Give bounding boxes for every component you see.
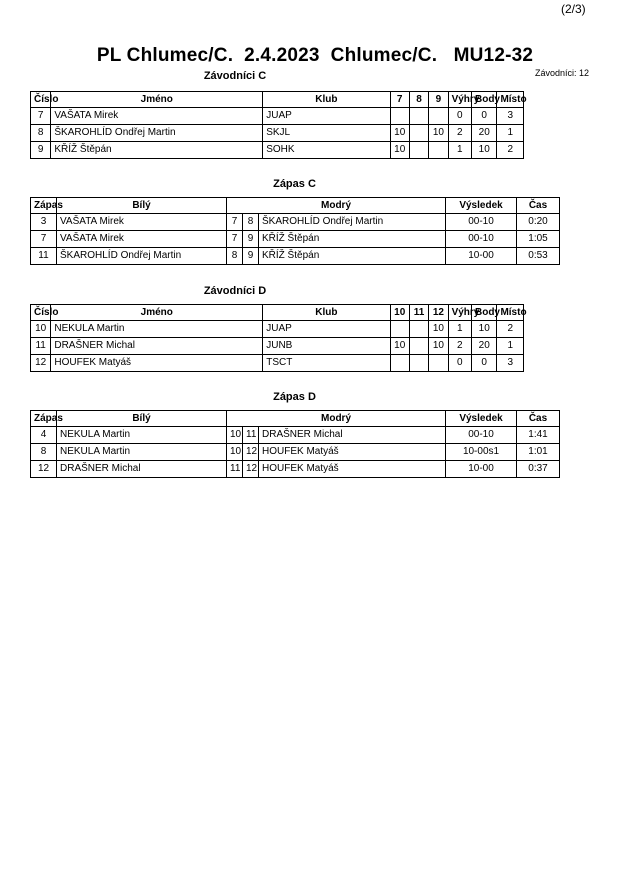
- column-header: Místo: [497, 92, 524, 108]
- table-cell: DRAŠNER Michal: [259, 427, 446, 444]
- table-cell: KŘÍŽ Štěpán: [259, 231, 446, 248]
- table-cell: 00-10: [446, 231, 517, 248]
- column-header: 10: [390, 305, 409, 321]
- table-cell: 4: [31, 427, 57, 444]
- table-cell: 8: [227, 248, 243, 265]
- table-cell: KŘÍŽ Štěpán: [259, 248, 446, 265]
- column-header: Číslo: [31, 305, 51, 321]
- table-cell: 9: [31, 142, 51, 159]
- table-cell: 7: [227, 214, 243, 231]
- table-cell: 8: [243, 214, 259, 231]
- header-row: [31, 198, 560, 214]
- table-cell: [429, 142, 448, 159]
- table-cell: 7: [31, 108, 51, 125]
- table-cell: [390, 108, 409, 125]
- column-header: Body: [471, 92, 496, 108]
- table-cell: [390, 321, 409, 338]
- column-header: Zápas: [31, 198, 57, 214]
- header-row: [31, 305, 524, 321]
- table-row: [31, 461, 560, 478]
- table-cell: 2: [497, 321, 524, 338]
- table-cell: TSCT: [263, 355, 390, 372]
- table-cell: 1: [497, 338, 524, 355]
- table-row: [31, 248, 560, 265]
- section-title-matches-c: Zápas C: [273, 178, 316, 190]
- table-cell: [409, 125, 428, 142]
- table-cell: 11: [227, 461, 243, 478]
- table-cell: [409, 321, 428, 338]
- table-cell: SKJL: [263, 125, 390, 142]
- column-header: Klub: [263, 92, 390, 108]
- table-cell: 8: [31, 444, 57, 461]
- column-header: Modrý: [227, 411, 446, 427]
- column-header: Výsledek: [446, 198, 517, 214]
- table-cell: 1: [448, 321, 471, 338]
- table-cell: 10: [471, 142, 496, 159]
- column-header: Modrý: [227, 198, 446, 214]
- header-row: [31, 92, 524, 108]
- table-cell: HOUFEK Matyáš: [259, 461, 446, 478]
- table-cell: 0:53: [517, 248, 560, 265]
- table-cell: 0: [471, 355, 496, 372]
- page-number: (2/3): [561, 2, 586, 16]
- table-row: [31, 321, 524, 338]
- column-header: Čas: [517, 411, 560, 427]
- table-cell: JUNB: [263, 338, 390, 355]
- table-cell: 3: [31, 214, 57, 231]
- table-cell: 10: [390, 338, 409, 355]
- table-cell: [390, 355, 409, 372]
- header-row: [31, 411, 560, 427]
- column-header: Jméno: [51, 305, 263, 321]
- table-cell: 12: [31, 461, 57, 478]
- table-cell: 10: [227, 427, 243, 444]
- table-cell: DRAŠNER Michal: [57, 461, 227, 478]
- column-header: 11: [409, 305, 428, 321]
- table-cell: JUAP: [263, 321, 390, 338]
- table-cell: 0: [448, 108, 471, 125]
- table-cell: 1: [497, 125, 524, 142]
- column-header: Místo: [497, 305, 524, 321]
- table-row: [31, 142, 524, 159]
- page-title: PL Chlumec/C. 2.4.2023 Chlumec/C. MU12-32: [96, 45, 534, 66]
- table-cell: 10: [429, 125, 448, 142]
- table-cell: NEKULA Martin: [57, 444, 227, 461]
- table-row: [31, 231, 560, 248]
- column-header: Klub: [263, 305, 390, 321]
- table-cell: 12: [243, 444, 259, 461]
- column-header: Body: [471, 305, 496, 321]
- table-cell: 10: [390, 142, 409, 159]
- table-cell: 10: [31, 321, 51, 338]
- column-header: 7: [390, 92, 409, 108]
- table-cell: 00-10: [446, 427, 517, 444]
- table-cell: VAŠATA Mirek: [57, 214, 227, 231]
- matches-c-table: [30, 197, 560, 265]
- table-cell: 20: [471, 338, 496, 355]
- column-header: 8: [409, 92, 428, 108]
- table-cell: [429, 108, 448, 125]
- table-cell: ŠKAROHLÍD Ondřej Martin: [259, 214, 446, 231]
- competitors-d-table: [30, 304, 527, 372]
- table-cell: 7: [31, 231, 57, 248]
- column-header: Bílý: [57, 411, 227, 427]
- table-cell: 10-00s1: [446, 444, 517, 461]
- table-cell: DRAŠNER Michal: [51, 338, 263, 355]
- table-cell: 12: [31, 355, 51, 372]
- column-header: Číslo: [31, 92, 51, 108]
- table-cell: 00-10: [446, 214, 517, 231]
- table-cell: [409, 108, 428, 125]
- section-title-matches-d: Zápas D: [273, 391, 316, 403]
- column-header: 12: [429, 305, 448, 321]
- table-row: [31, 125, 524, 142]
- matches-d-table: [30, 410, 560, 478]
- table-cell: VAŠATA Mirek: [51, 108, 263, 125]
- column-header: Bílý: [57, 198, 227, 214]
- table-cell: 2: [448, 338, 471, 355]
- table-cell: 0: [448, 355, 471, 372]
- table-cell: 10: [227, 444, 243, 461]
- table-cell: 3: [497, 108, 524, 125]
- table-cell: [409, 355, 428, 372]
- table-cell: 10: [390, 125, 409, 142]
- table-cell: 12: [243, 461, 259, 478]
- competitors-c-table: [30, 91, 527, 159]
- table-row: [31, 338, 524, 355]
- table-cell: 11: [31, 338, 51, 355]
- table-cell: 0: [471, 108, 496, 125]
- table-cell: 2: [497, 142, 524, 159]
- column-header: Výhry: [448, 305, 471, 321]
- competitors-count: Závodníci: 12: [535, 68, 590, 78]
- table-cell: NEKULA Martin: [51, 321, 263, 338]
- table-cell: 8: [31, 125, 51, 142]
- table-cell: ŠKAROHLÍD Ondřej Martin: [51, 125, 263, 142]
- column-header: Výsledek: [446, 411, 517, 427]
- table-cell: VAŠATA Mirek: [57, 231, 227, 248]
- table-cell: 1: [448, 142, 471, 159]
- table-cell: 1:41: [517, 427, 560, 444]
- table-row: [31, 214, 560, 231]
- table-cell: KŘÍŽ Štěpán: [51, 142, 263, 159]
- table-cell: NEKULA Martin: [57, 427, 227, 444]
- table-cell: [409, 142, 428, 159]
- table-cell: HOUFEK Matyáš: [51, 355, 263, 372]
- table-cell: 1:01: [517, 444, 560, 461]
- table-cell: 7: [227, 231, 243, 248]
- column-header: Jméno: [51, 92, 263, 108]
- table-cell: 11: [243, 427, 259, 444]
- table-cell: 9: [243, 231, 259, 248]
- table-cell: SOHK: [263, 142, 390, 159]
- section-title-competitors-d: Závodníci D: [203, 285, 267, 297]
- table-cell: 0:20: [517, 214, 560, 231]
- table-row: [31, 444, 560, 461]
- table-cell: 10-00: [446, 248, 517, 265]
- column-header: Výhry: [448, 92, 471, 108]
- table-cell: 1:05: [517, 231, 560, 248]
- table-cell: 9: [243, 248, 259, 265]
- table-cell: 0:37: [517, 461, 560, 478]
- table-row: [31, 355, 524, 372]
- column-header: 9: [429, 92, 448, 108]
- table-cell: 10: [429, 338, 448, 355]
- table-cell: 10: [471, 321, 496, 338]
- table-cell: 3: [497, 355, 524, 372]
- table-cell: 10-00: [446, 461, 517, 478]
- table-cell: HOUFEK Matyáš: [259, 444, 446, 461]
- table-cell: 11: [31, 248, 57, 265]
- section-title-competitors-c: Závodníci C: [203, 70, 267, 82]
- table-cell: 20: [471, 125, 496, 142]
- table-cell: JUAP: [263, 108, 390, 125]
- column-header: Čas: [517, 198, 560, 214]
- table-cell: 2: [448, 125, 471, 142]
- column-header: Zápas: [31, 411, 57, 427]
- table-cell: [409, 338, 428, 355]
- table-row: [31, 108, 524, 125]
- table-cell: [429, 355, 448, 372]
- table-row: [31, 427, 560, 444]
- table-cell: 10: [429, 321, 448, 338]
- table-cell: ŠKAROHLÍD Ondřej Martin: [57, 248, 227, 265]
